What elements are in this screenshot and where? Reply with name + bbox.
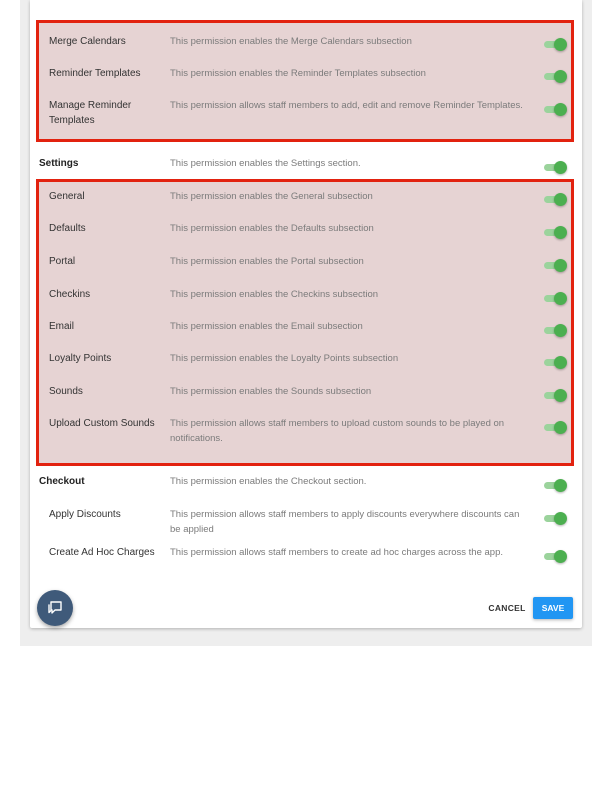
permission-description: This permission enables the Reminder Templates subsection [170,68,426,79]
permission-name: Checkout [39,476,85,487]
permission-row-create-ad-hoc-charges [0,545,612,575]
permission-name: Upload Custom Sounds [49,418,155,429]
permission-description: This permission allows staff members to apply discounts everywhere discounts can be applied [170,509,520,535]
permission-toggle[interactable] [544,70,568,82]
permission-row-merge-calendars [0,34,612,64]
toggle-thumb [554,479,567,492]
toggle-thumb [554,193,567,206]
permission-toggle[interactable] [544,292,568,304]
toggle-thumb [554,38,567,51]
permission-toggle[interactable] [544,550,568,562]
save-button[interactable]: SAVE [533,597,573,619]
permission-toggle[interactable] [544,324,568,336]
permission-toggle[interactable] [544,259,568,271]
toggle-thumb [554,161,567,174]
toggle-thumb [554,103,567,116]
toggle-thumb [554,324,567,337]
toggle-thumb [554,70,567,83]
permission-row-upload-custom-sounds [0,416,612,446]
permission-name: Apply Discounts [49,509,121,520]
permission-row-general [0,189,612,219]
permission-description: This permission enables the Defaults subsection [170,223,374,234]
permission-row-loyalty-points [0,351,612,381]
permission-toggle[interactable] [544,479,568,491]
permission-toggle[interactable] [544,421,568,433]
cancel-button[interactable]: CANCEL [488,603,526,613]
permission-toggle[interactable] [544,356,568,368]
permission-name: Manage Reminder Templates [49,100,132,126]
chat-bubble-icon [46,599,64,617]
permission-row-sounds [0,384,612,414]
toggle-thumb [554,550,567,563]
permission-toggle[interactable] [544,512,568,524]
toggle-thumb [554,389,567,402]
permission-name: Merge Calendars [49,36,126,47]
permission-description: This permission enables the Checkins subsection [170,289,379,300]
permission-row-checkins [0,287,612,317]
permission-description: This permission enables the Merge Calendars subsection [170,36,412,47]
permission-name: Create Ad Hoc Charges [49,547,155,558]
toggle-thumb [554,421,567,434]
permission-description: This permission enables the Checkout section. [170,476,367,487]
permission-description: This permission enables the Email subsection [170,321,363,332]
permission-toggle[interactable] [544,103,568,115]
toggle-thumb [554,292,567,305]
permission-name: General [49,191,85,202]
permission-name: Sounds [49,386,83,397]
toggle-thumb [554,512,567,525]
toggle-thumb [554,356,567,369]
permission-row-settings [0,156,612,186]
permission-toggle[interactable] [544,389,568,401]
permission-name: Defaults [49,223,86,234]
permission-row-manage-reminder-templates [0,98,612,128]
permission-row-defaults [0,221,612,251]
permission-row-portal [0,254,612,284]
permission-name: Checkins [49,289,91,300]
permission-description: This permission allows staff members to upload custom sounds to be played on notifications. [170,418,505,444]
permission-name: Portal [49,256,76,267]
permission-toggle[interactable] [544,161,568,173]
permission-description: This permission enables the General subsection [170,191,373,202]
permission-description: This permission enables the Loyalty Points subsection [170,353,399,364]
permission-description: This permission enables the Settings section. [170,158,361,169]
permission-name: Settings [39,158,79,169]
permission-row-checkout [0,474,612,504]
permission-toggle[interactable] [544,193,568,205]
permission-description: This permission allows staff members to add, edit and remove Reminder Templates. [170,100,523,111]
permission-row-email [0,319,612,349]
permission-description: This permission allows staff members to create ad hoc charges across the app. [170,547,504,558]
permission-name: Email [49,321,75,332]
permission-toggle[interactable] [544,226,568,238]
permission-row-apply-discounts [0,507,612,537]
permission-row-reminder-templates [0,66,612,96]
permission-description: This permission enables the Portal subsection [170,256,364,267]
toggle-thumb [554,259,567,272]
permission-name: Loyalty Points [49,353,112,364]
permission-toggle[interactable] [544,38,568,50]
permission-name: Reminder Templates [49,68,141,79]
permission-description: This permission enables the Sounds subsection [170,386,372,397]
chat-button[interactable] [37,590,73,626]
toggle-thumb [554,226,567,239]
